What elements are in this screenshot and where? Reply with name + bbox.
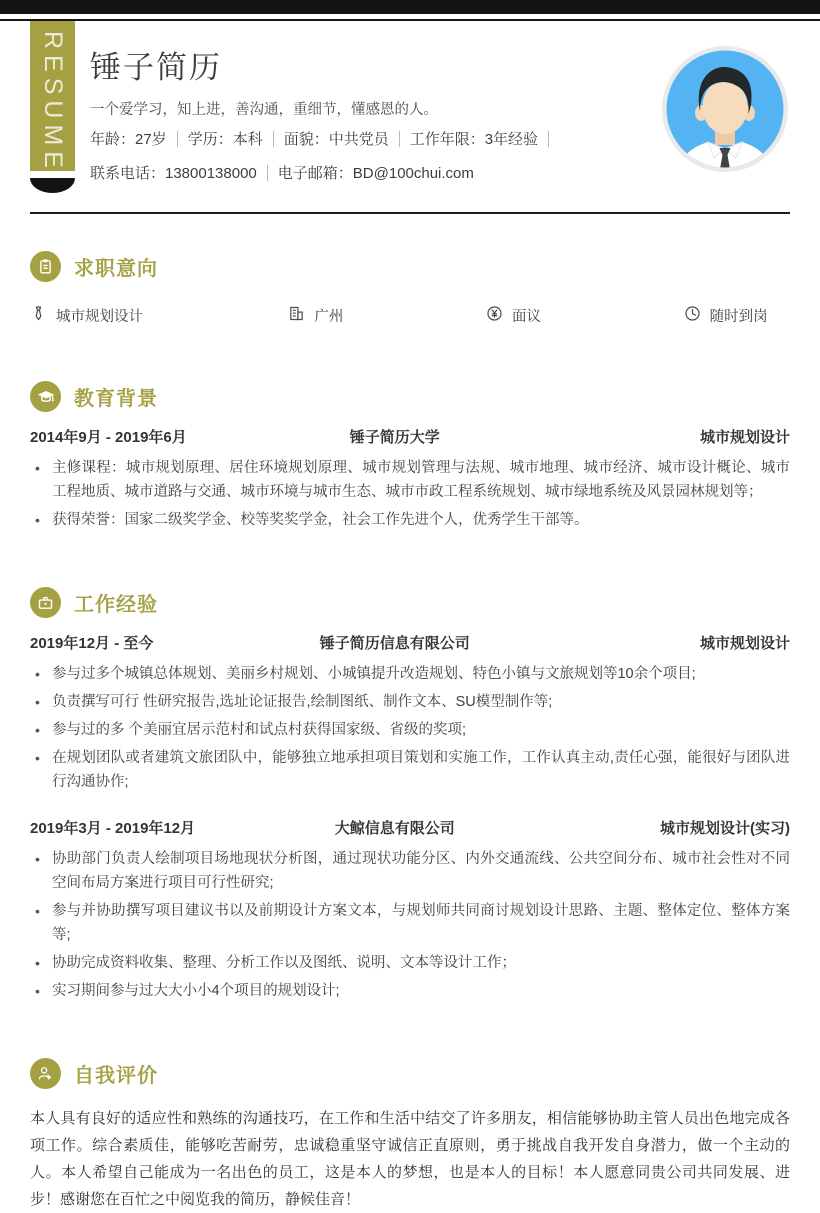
building-icon xyxy=(288,305,305,326)
top-black-bar xyxy=(0,0,820,14)
separator xyxy=(548,131,549,147)
intention-items xyxy=(30,305,790,326)
bullet-item: • 实习期间参与过大大小小4个项目的规划设计; xyxy=(30,979,790,1003)
job-period: 2019年12月 - 至今 xyxy=(30,635,154,652)
section-education-header xyxy=(30,381,790,412)
education-school: 锤子简历大学 xyxy=(349,429,440,446)
briefcase-icon xyxy=(30,587,61,618)
graduation-cap-icon xyxy=(30,381,61,412)
bullet-item: • 在规划团队或者建筑文旅团队中，能够独立地承担项目策划和实施工作，工作认真主动,责任心强，能很好与团队进行沟通协作; xyxy=(30,746,790,794)
intent-label: 随时到岗 xyxy=(709,309,768,325)
education-bullets xyxy=(30,456,790,532)
separator xyxy=(267,165,268,181)
job-company: 大鲸信息有限公司 xyxy=(334,820,455,837)
job-bullets xyxy=(30,847,790,1003)
info-phone: 联系电话：13800138000 xyxy=(90,165,257,182)
bullet-item: • 参与过多个城镇总体规划、美丽乡村规划、小城镇提升改造规划、特色小镇与文旅规划等10余个项目; xyxy=(30,662,790,686)
job-role: 城市规划设计(实习) xyxy=(659,820,790,837)
resume-header xyxy=(0,21,820,212)
job-entry-row xyxy=(30,817,790,838)
info-email: 电子邮箱：BD@100chui.com xyxy=(277,165,474,182)
intent-city xyxy=(288,305,486,326)
bullet-item: • 参与并协助撰写项目建议书以及前期设计方案文本，与规划师共同商讨规划设计思路、主题、整体定位、整体方案等; xyxy=(30,899,790,947)
education-period: 2014年9月 - 2019年6月 xyxy=(30,429,187,446)
section-title: 工作经验 xyxy=(74,594,158,616)
section-intention-header xyxy=(30,251,790,282)
male-avatar-icon xyxy=(661,45,789,173)
bullet-item: • 参与过的多 个美丽宜居示范村和试点村获得国家级、省级的奖项; xyxy=(30,718,790,742)
separator xyxy=(399,131,400,147)
header-divider xyxy=(30,212,790,214)
separator xyxy=(273,131,274,147)
info-political-status: 面貌：中共党员 xyxy=(283,131,389,148)
tie-icon xyxy=(30,305,47,326)
intent-label: 广州 xyxy=(314,309,344,325)
job-period: 2019年3月 - 2019年12月 xyxy=(30,820,196,837)
resume-body xyxy=(0,251,820,1213)
section-work-header xyxy=(30,587,790,618)
ribbon-tail-shape xyxy=(30,178,75,193)
job-role: 城市规划设计 xyxy=(699,635,790,652)
candidate-name: 锤子简历 xyxy=(90,50,222,85)
bullet-item: • 协助部门负责人绘制项目场地现状分析图，通过现状功能分区、内外交通流线、公共空间分布、城市社会性对不同空间布局方案进行项目可行性研究; xyxy=(30,847,790,895)
education-entry-row xyxy=(30,426,790,447)
yuan-icon xyxy=(486,305,503,326)
intent-position xyxy=(30,305,288,326)
info-line-2 xyxy=(90,162,640,183)
ribbon-text: RESUME xyxy=(39,31,67,174)
intent-label: 面议 xyxy=(511,309,541,325)
info-line-1 xyxy=(90,128,640,149)
clipboard-icon xyxy=(30,251,61,282)
intent-salary xyxy=(486,305,684,326)
person-edit-icon xyxy=(30,1058,61,1089)
bullet-item: • 协助完成资料收集、整理、分析工作以及图纸、说明、文本等设计工作； xyxy=(30,951,790,975)
job-company: 锤子简历信息有限公司 xyxy=(319,635,470,652)
job-entry-row xyxy=(30,632,790,653)
separator xyxy=(177,131,178,147)
section-title: 求职意向 xyxy=(74,258,158,280)
education-major: 城市规划设计 xyxy=(699,429,790,446)
info-age: 年龄：27岁 xyxy=(90,131,167,148)
bullet-item: • 获得荣誉：国家二级奖学金、校等奖奖学金，社会工作先进个人，优秀学生干部等。 xyxy=(30,508,790,532)
info-degree: 学历：本科 xyxy=(187,131,263,148)
bullet-item: • 主修课程：城市规划原理、居住环境规划原理、城市规划管理与法规、城市地理、城市经济、城市设计概论、城市工程地质、城市道路与交通、城市环境与城市生态、城市市政工程系统规划、城市绿地系统及风景园林规划等； xyxy=(30,456,790,504)
section-title: 自我评价 xyxy=(74,1065,158,1087)
info-experience-years: 工作年限：3年经验 xyxy=(409,131,539,148)
clock-icon xyxy=(684,305,701,326)
candidate-tagline: 一个爱学习，知上进，善沟通，重细节，懂感恩的人。 xyxy=(90,102,438,118)
bullet-item: • 负责撰写可行 性研究报告,选址论证报告,绘制图纸、制作文本、SU模型制作等; xyxy=(30,690,790,714)
intent-availability xyxy=(684,305,790,326)
evaluation-text: 本人具有良好的适应性和熟练的沟通技巧，在工作和生活中结交了许多朋友，相信能够协助主管人员出色地完成各项工作。综合素质佳，能够吃苦耐劳，忠诚稳重坚守诚信正直原则，勇于挑战自我开发自身潜力，做一个主动的人。本人希望自己能成为一名出色的员工，这是本人的梦想，也是本人的目标！本人愿意同贵公司共同发展、进步！感谢您在百忙之中阅览我的简历，静候佳音！ xyxy=(30,1110,790,1208)
section-title: 教育背景 xyxy=(74,388,158,410)
resume-ribbon xyxy=(30,21,75,174)
section-evaluation-header xyxy=(30,1058,790,1089)
intent-label: 城市规划设计 xyxy=(56,309,143,325)
job-bullets xyxy=(30,662,790,794)
